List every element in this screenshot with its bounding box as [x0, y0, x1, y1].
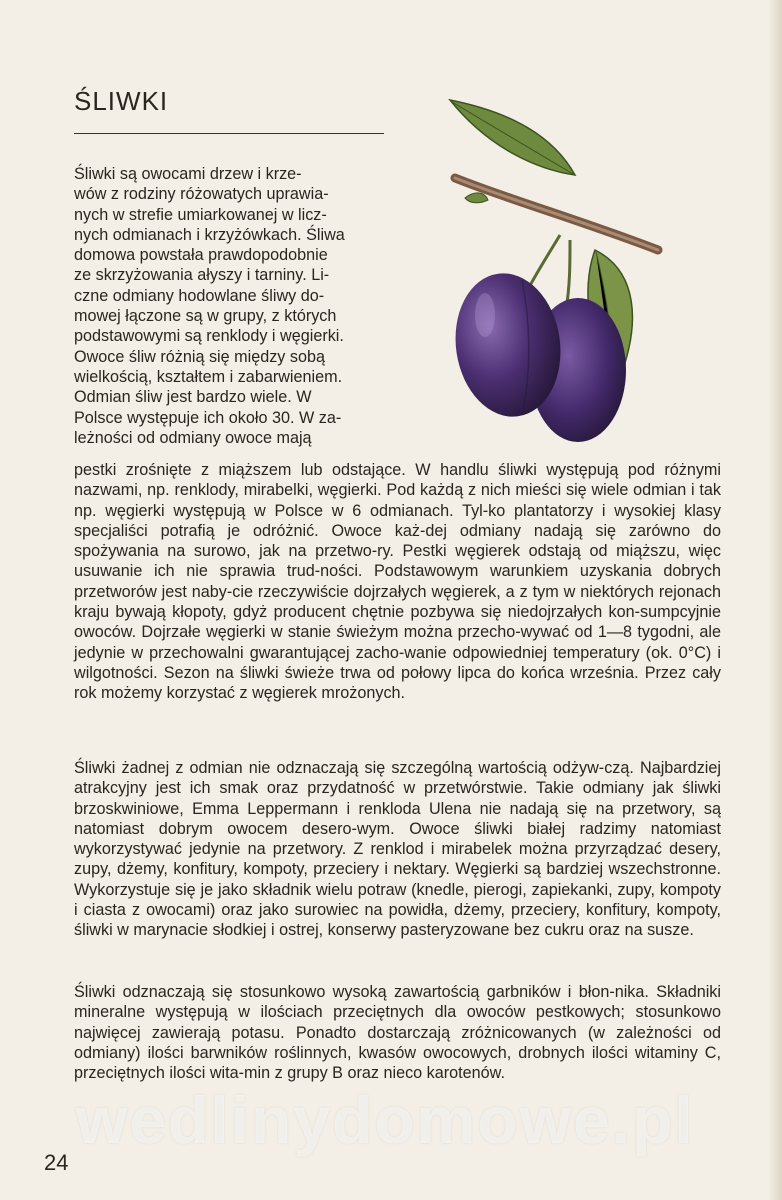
- text-line: wielkością, kształtem i zabarwieniem.: [74, 367, 343, 386]
- title-divider: [74, 133, 384, 134]
- text-line: leżności od odmiany owoce mają: [74, 428, 312, 447]
- page-title: ŚLIWKI: [74, 86, 169, 116]
- text-line: wów z rodziny różowatych uprawia-: [74, 185, 329, 204]
- text-line: Odmian śliw jest bardzo wiele. W: [74, 388, 312, 407]
- text-line: Śliwki są owocami drzew i krze-: [74, 165, 302, 183]
- page-edge: [768, 0, 782, 1200]
- text-line: domowa powstała prawdopodobnie: [74, 246, 328, 265]
- text-line: mowej łączone są w grupy, z których: [74, 307, 337, 326]
- text-line: nych odmianach i krzyżówkach. Śliwa: [74, 225, 345, 244]
- intro-column: [74, 164, 383, 448]
- plum-illustration: [430, 90, 670, 460]
- watermark: wedlinydomowe.pl: [76, 1083, 695, 1157]
- text-line: czne odmiany hodowlane śliwy do-: [74, 286, 325, 305]
- text-line: Owoce śliw różnią się między sobą: [74, 347, 326, 366]
- text-line: nych w strefie umiarkowanej w licz-: [74, 205, 327, 224]
- paragraph-3: Śliwki odznaczają się stosunkowo wysoką zawartością garbników i błon-nika. Składniki mineralne występują w ilościach przeciętnych dla owoców pestkowych; stosunkowo najwięcej zawierają potasu. Ponadto dostarczają zróżnicowanych (w zależności od odmiany) ilości barwników roślinnych, kwasów owocowych, drobnych ilości witaminy C, przeciętnych ilości wita-min z grupy B oraz nieco karotenów.: [74, 983, 721, 1083]
- paragraph-2: Śliwki żadnej z odmian nie odznaczają się szczególną wartością odżyw-czą. Najbardziej atrakcyjny jest ich smak oraz przydatność w przetwórstwie. Takie odmiany jak śliwki brzoskwiniowe, Emma Leppermann i renkloda Ulena nie nadają się na przetwory, są natomiast dobrym owocem desero-wym. Owoce śliwki białej radzimy natomiast wykorzystywać jedynie na przetwory. Z renklod i mirabelek można przyrządzać desery, zupy, dżemy, konfitury, kompoty, przeciery i nektary. Węgierki są bardziej wszechstronne. Wykorzystuje się je jako składnik wielu potraw (knedle, pierogi, zapiekanki, zupy, kompoty i ciasta z owocami) oraz jako surowiec na powidła, dżemy, przeciery, konfitury, kompoty, śliwki w marynacie słodkiej i ostrej, konserwy pasteryzowane bez cukru oraz na susze.: [74, 759, 721, 940]
- page-number: 24: [44, 1150, 69, 1175]
- paragraph-1-continued: pestki zrośnięte z miąższem lub odstające. W handlu śliwki występują pod różnymi nazwami, np. renklody, mirabelki, węgierki. Pod każdą z nich mieści się wiele odmian i tak np. węgierki występują w Polsce w 6 odmianach. Tyl-ko plantatorzy i wysokiej klasy specjaliści potrafią je odróżnić. Owoce każ-dej odmiany nadają się zarówno do spożywania na surowo, jak na przetwo-ry. Pestki węgierek odstają od miąższu, więc usuwanie ich nie sprawia trud-ności. Podstawowym warunkiem uzyskania dobrych przetworów jest naby-cie rzeczywiście dojrzałych węgierek, a z tym w niektórych rejonach kraju bywają kłopoty, gdyż producent chętnie pozbywa się niedojrzałych kon-sumpcyjnie owoców. Dojrzałe węgierki w stanie świeżym można przecho-wywać od 1—8 tygodni, ale jedynie w przechowalni gwarantującej zacho-wanie odpowiedniej temperatury (ok. 0°C) i wilgotności. Sezon na śliwki świeże trwa od połowy lipca do końca września. Przez cały rok możemy korzystać z węgierek mrożonych.: [74, 461, 721, 703]
- text-line: podstawowymi są renklody i węgierki.: [74, 327, 344, 346]
- text-line: Polsce występuje ich około 30. W za-: [74, 408, 342, 427]
- text-line: ze skrzyżowania ałyszy i tarniny. Li-: [74, 266, 330, 285]
